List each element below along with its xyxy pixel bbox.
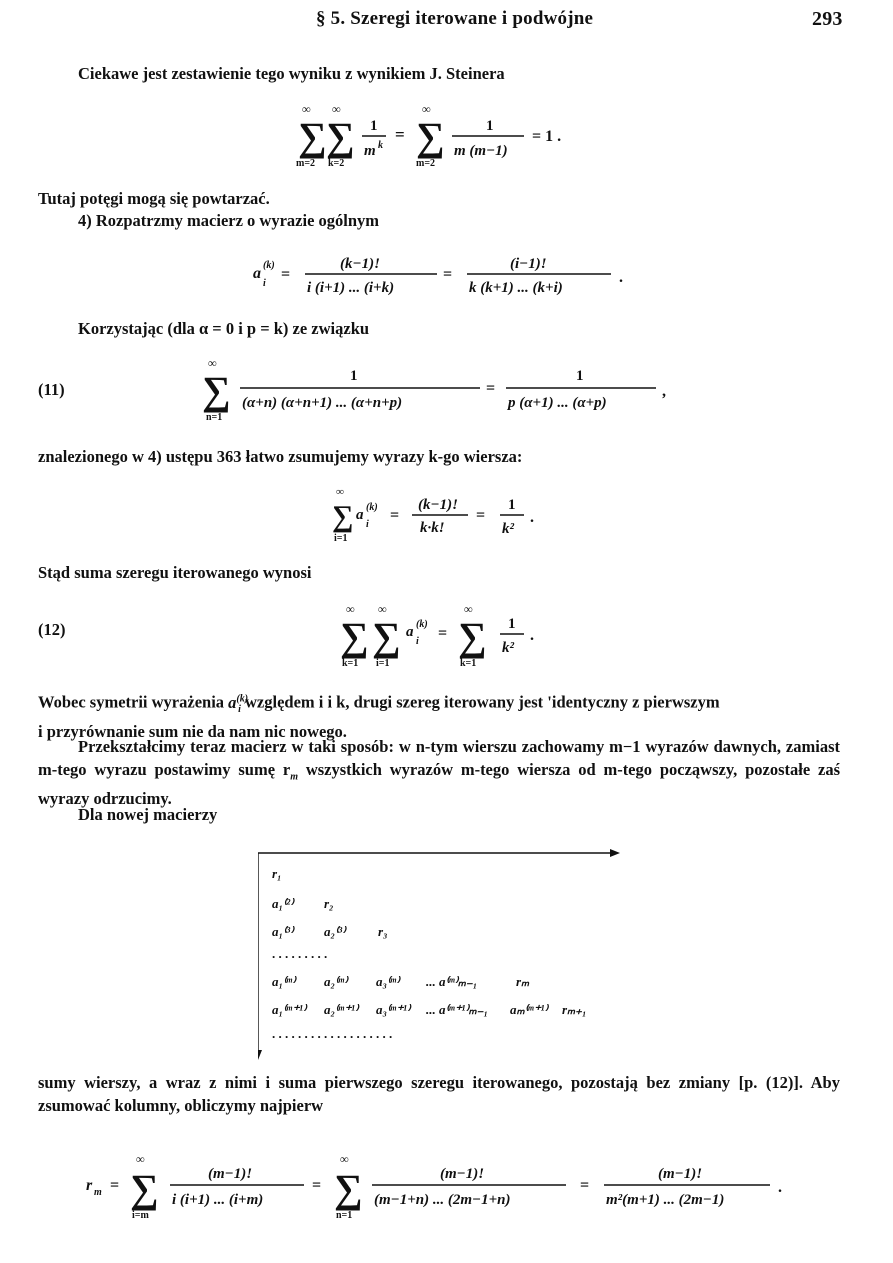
sum-symbol: ∑ xyxy=(372,614,401,659)
svg-text:a₁⁽ᵐ⁺¹⁾: a₁⁽ᵐ⁺¹⁾ xyxy=(272,1002,307,1017)
svg-text:a: a xyxy=(253,265,261,282)
svg-text:rₘ₊₁: rₘ₊₁ xyxy=(562,1002,587,1017)
svg-text:∞: ∞ xyxy=(378,602,387,616)
svg-text:.: . xyxy=(619,269,623,286)
svg-text:∞: ∞ xyxy=(332,102,341,116)
equation-row-sum-svg xyxy=(330,482,560,546)
svg-text:k=2: k=2 xyxy=(328,158,345,169)
svg-text:m=2: m=2 xyxy=(416,158,436,169)
svg-text:i=m: i=m xyxy=(132,1210,149,1221)
text-steiner-intro: Ciekawe jest zestawienie tego wyniku z wynikiem J. Steinera xyxy=(78,64,505,83)
page-number: 293 xyxy=(812,8,843,30)
equation-row-sum xyxy=(330,482,560,546)
svg-text:a₃⁽ᵐ⁺¹⁾: a₃⁽ᵐ⁺¹⁾ xyxy=(376,1002,411,1017)
svg-text:n=1: n=1 xyxy=(206,412,223,423)
svg-text:=: = xyxy=(390,507,400,524)
svg-text:a₁⁽ᵐ⁾: a₁⁽ᵐ⁾ xyxy=(272,974,296,989)
svg-text:a₂⁽ᵐ⁺¹⁾: a₂⁽ᵐ⁺¹⁾ xyxy=(324,1002,359,1017)
svg-text:k=1: k=1 xyxy=(460,658,477,669)
svg-text:(k): (k) xyxy=(416,619,428,630)
svg-text:(m−1+n) ... (2m−1+n): (m−1+n) ... (2m−1+n) xyxy=(374,1192,511,1208)
svg-text:r₃: r₃ xyxy=(378,924,388,939)
svg-text:i (i+1) ... (i+m): i (i+1) ... (i+m) xyxy=(172,1192,264,1208)
svg-text:a₂⁽ᵐ⁾: a₂⁽ᵐ⁾ xyxy=(324,974,348,989)
svg-text:. . . . . . . . .: . . . . . . . . . xyxy=(272,946,328,961)
svg-text:... a⁽ᵐ⁾ₘ₋₁: ... a⁽ᵐ⁾ₘ₋₁ xyxy=(426,974,478,989)
svg-text:,: , xyxy=(662,383,666,400)
svg-text:1: 1 xyxy=(508,497,516,513)
text-row-sums: sumy wierszy, a wraz z nimi i suma pierwszego szeregu iterowanego, pozostają bez zmiany [p. (12)]. Aby zsumować kolumny, obliczymy najpierw xyxy=(38,1073,840,1115)
svg-text:∞: ∞ xyxy=(302,102,311,116)
svg-text:... a⁽ᵐ⁺¹⁾ₘ₋₁: ... a⁽ᵐ⁺¹⁾ₘ₋₁ xyxy=(426,1002,489,1017)
svg-text:aₘ⁽ᵐ⁺¹⁾: aₘ⁽ᵐ⁺¹⁾ xyxy=(510,1002,548,1017)
svg-text:.: . xyxy=(530,509,534,526)
svg-text:r₂: r₂ xyxy=(324,896,334,911)
sum-symbol: ∑ xyxy=(334,1166,363,1211)
equation-12 xyxy=(338,598,568,670)
svg-text:k=1: k=1 xyxy=(342,658,359,669)
svg-text:(α+n) (α+n+1) ... (α+n+p): (α+n) (α+n+1) ... (α+n+p) xyxy=(242,395,403,411)
text-iterated-sum: Stąd suma szeregu iterowanego wynosi xyxy=(38,563,312,582)
equation-r-m-svg xyxy=(80,1148,800,1220)
svg-text:i (i+1) ... (i+k): i (i+1) ... (i+k) xyxy=(307,280,395,296)
svg-text:.: . xyxy=(778,1179,782,1196)
svg-text:(k): (k) xyxy=(263,260,275,271)
text-symmetry: Wobec symetrii wyrażenia $a^{(k)}_i$ względem i i k, drugi szereg iterowany jest 'identyczny z pierwszym i przyrównanie sum nie da nam nic nowego. xyxy=(38,692,720,742)
equation-11-svg xyxy=(200,352,680,424)
svg-text:(k): (k) xyxy=(366,502,378,513)
svg-text:a₁⁽²⁾: a₁⁽²⁾ xyxy=(272,896,294,911)
text-new-matrix: Dla nowej macierzy xyxy=(78,805,218,824)
text-transform-matrix: Przekształcimy teraz macierz w taki sposób: w n-tym wierszu zachowamy m−1 wyrazów dawnych, zamiast m-tego wyrazu postawimy sumę $r_m$ wszystkich wyrazów m-tego wiersza od m-tego począwszy, pozostałe zaś wyrazy odrzucimy. xyxy=(38,737,841,809)
sum-symbol: ∑ xyxy=(458,614,487,659)
svg-text:(k−1)!: (k−1)! xyxy=(418,497,458,513)
svg-text:m: m xyxy=(364,143,376,159)
sum-symbol: ∑ xyxy=(298,114,327,159)
equation-matrix-term xyxy=(245,250,635,310)
svg-text:k²: k² xyxy=(502,521,514,537)
svg-text:(k−1)!: (k−1)! xyxy=(340,256,380,272)
sum-symbol: ∑ xyxy=(332,500,354,533)
svg-text:m (m−1): m (m−1) xyxy=(454,143,508,159)
svg-text:a: a xyxy=(356,507,364,523)
text-consider-matrix: 4) Rozpatrzmy macierz o wyrazie ogólnym xyxy=(78,211,380,230)
svg-text:∞: ∞ xyxy=(136,1152,145,1166)
svg-text:=: = xyxy=(580,1177,590,1194)
text-found-in-363: znalezionego w 4) ustępu 363 łatwo zsumujemy wyrazy k-go wiersza: xyxy=(38,447,523,466)
svg-text:1: 1 xyxy=(508,616,516,632)
svg-text:i: i xyxy=(263,278,266,289)
svg-text:∞: ∞ xyxy=(422,102,431,116)
svg-text:a₃⁽ᵐ⁾: a₃⁽ᵐ⁾ xyxy=(376,974,400,989)
svg-text:=: = xyxy=(312,1177,322,1194)
svg-text:∞: ∞ xyxy=(340,1152,349,1166)
svg-text:i=1: i=1 xyxy=(376,658,390,669)
equation-11 xyxy=(200,352,680,424)
svg-text:(m−1)!: (m−1)! xyxy=(658,1166,703,1182)
matrix-axes xyxy=(258,848,658,1063)
equation-r-m xyxy=(80,1148,800,1220)
svg-text:∞: ∞ xyxy=(208,356,217,370)
svg-text:r₁: r₁ xyxy=(272,866,282,881)
svg-text:=: = xyxy=(438,625,448,642)
sum-symbol: ∑ xyxy=(202,368,231,413)
svg-text:=: = xyxy=(486,380,496,397)
svg-text:i=1: i=1 xyxy=(334,533,348,544)
svg-text:i: i xyxy=(416,636,419,647)
equation-12-svg xyxy=(338,598,568,670)
svg-text:r: r xyxy=(86,1177,93,1194)
svg-text:=: = xyxy=(110,1177,120,1194)
equation-label-12: (12) xyxy=(38,620,66,639)
svg-text:k: k xyxy=(378,140,383,151)
svg-text:= 1 .: = 1 . xyxy=(532,128,562,145)
svg-text:i: i xyxy=(366,519,369,530)
text-using-relation: Korzystając (dla α = 0 i p = k) ze związku xyxy=(78,319,370,338)
svg-text:m²(m+1) ... (2m−1): m²(m+1) ... (2m−1) xyxy=(606,1192,725,1208)
sum-symbol: ∑ xyxy=(416,114,445,159)
svg-text:n=1: n=1 xyxy=(336,1210,353,1221)
svg-text:rₘ: rₘ xyxy=(516,974,530,989)
svg-text:=: = xyxy=(476,507,486,524)
equation-steiner xyxy=(292,100,592,170)
svg-text:1: 1 xyxy=(576,368,584,384)
svg-text:k (k+1) ... (k+i): k (k+1) ... (k+i) xyxy=(469,280,563,296)
svg-text:m: m xyxy=(94,1187,102,1198)
svg-text:1: 1 xyxy=(370,118,378,134)
sum-symbol: ∑ xyxy=(340,614,369,659)
svg-text:k·k!: k·k! xyxy=(420,520,445,536)
svg-text:.: . xyxy=(530,627,534,644)
equation-label-11: (11) xyxy=(38,380,65,399)
svg-text:∞: ∞ xyxy=(346,602,355,616)
svg-text:. . . . . . . . . . . . . . .: . . . . . . . . . . . . . . . . . . . xyxy=(272,1026,393,1041)
equation-steiner-svg xyxy=(292,100,592,170)
svg-text:(i−1)!: (i−1)! xyxy=(510,256,547,272)
svg-text:a: a xyxy=(406,624,414,640)
svg-text:(m−1)!: (m−1)! xyxy=(208,1166,253,1182)
matrix-diagram xyxy=(258,848,658,1063)
svg-text:p (α+1) ... (α+p): p (α+1) ... (α+p) xyxy=(508,395,607,411)
svg-text:∞: ∞ xyxy=(336,486,344,498)
svg-text:(m−1)!: (m−1)! xyxy=(440,1166,485,1182)
svg-text:=: = xyxy=(443,266,453,283)
inline-a-term: $a^{(k)}_i$ xyxy=(228,692,249,715)
svg-text:=: = xyxy=(395,125,405,144)
svg-text:1: 1 xyxy=(350,368,358,384)
svg-text:∞: ∞ xyxy=(464,602,473,616)
running-header: § 5. Szeregi iterowane i podwójne xyxy=(316,8,594,29)
svg-text:1: 1 xyxy=(486,118,494,134)
svg-text:a₂⁽³⁾: a₂⁽³⁾ xyxy=(324,924,346,939)
sum-symbol: ∑ xyxy=(326,114,355,159)
sum-symbol: ∑ xyxy=(130,1166,159,1211)
svg-text:m=2: m=2 xyxy=(296,158,316,169)
svg-text:k²: k² xyxy=(502,640,514,656)
svg-text:=: = xyxy=(281,266,291,283)
svg-text:a₁⁽³⁾: a₁⁽³⁾ xyxy=(272,924,294,939)
equation-matrix-term-svg xyxy=(245,250,635,310)
text-powers-repeat: Tutaj potęgi mogą się powtarzać. xyxy=(38,189,270,208)
